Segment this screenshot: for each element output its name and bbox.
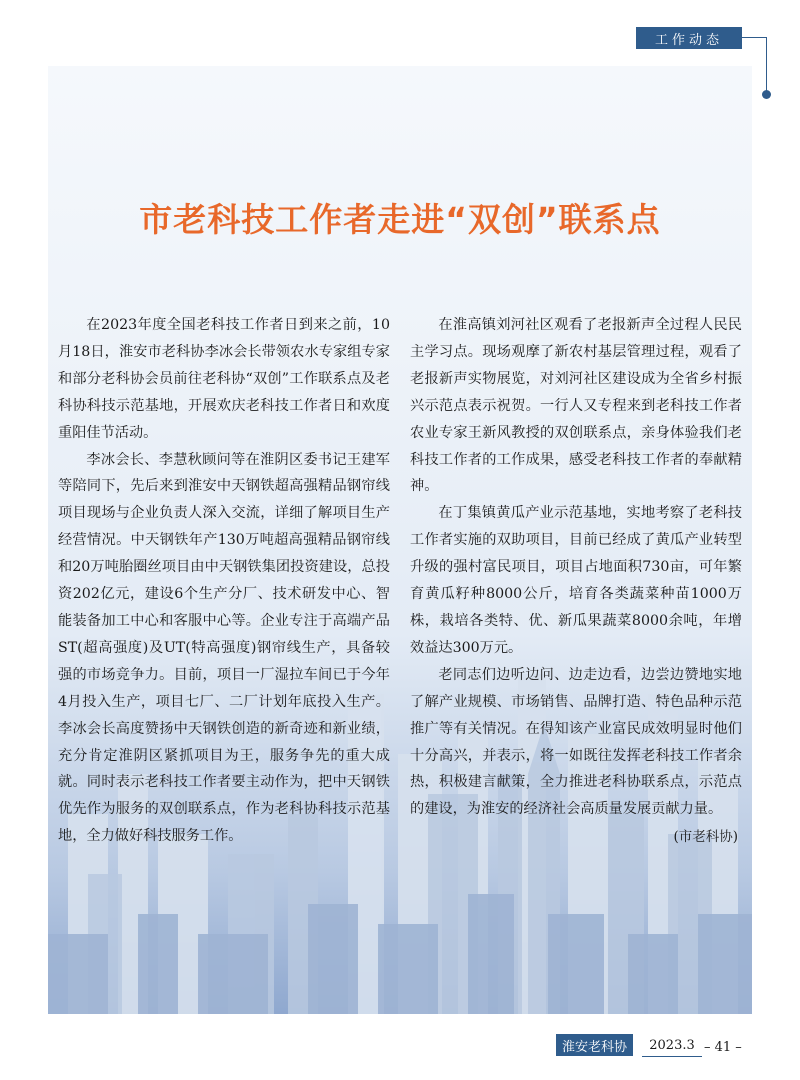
article-title: 市老科技工作者走进“双创”联系点 (139, 200, 661, 239)
article-signature: (市老科协) (673, 829, 738, 846)
section-tag-connector-vertical (766, 37, 767, 93)
section-tag-connector (742, 37, 766, 38)
article-column-right (410, 312, 742, 851)
section-tag-dot (762, 90, 771, 99)
paragraph: 李冰会长、李慧秋顾问等在淮阴区委书记王建军等陪同下，先后来到淮安中天钢铁超高强精品钢帘线项目现场与企业负责人深入交流，详细了解项目生产经营情况。中天钢铁年产130万吨超高强精品钢帘线和20万吨胎圈丝项目由中天钢铁集团投资建设，总投资202亿元，建设6个生产分厂、技术研发中心、智能装备加工中心和客服中心等。企业专注于高端产品ST(超高强度)及UT(特高强度)钢帘线生产，具备较强的市场竞争力。目前，项目一厂湿拉车间已于今年4月投入生产，项目七厂、二厂计划年底投入生产。李冰会长高度赞扬中天钢铁创造的新奇迹和新业绩，充分肯定淮阴区紧抓项目为王，服务争先的重大成就。同时表示老科技工作者要主动作为，把中天钢铁优先作为服务的双创联系点，作为老科协科技示范基地，全力做好科技服务工作。 (58, 451, 390, 845)
page-number: – 41 – (704, 1040, 742, 1055)
paragraph: 在2023年度全国老科技工作者日到来之前，10月18日，淮安市老科协李冰会长带领农水专家组专家和部分老科协会员前往老科协“双创”工作联系点及老科协科技示范基地，开展欢庆老科技工作者日和欢度重阳佳节活动。 (58, 317, 390, 441)
paragraph: 在淮高镇刘河社区观看了老报新声全过程人民民主学习点。现场观摩了新农村基层管理过程，观看了老报新声实物展览，对刘河社区建设成为全省乡村振兴示范点表示祝贺。一行人又专程来到老科技工作者农业专家王新风教授的双创联系点，亲身体验我们老科技工作者的工作成果，感受老科技工作者的奉献精神。 (410, 317, 742, 495)
section-tag: 工作动态 (636, 27, 742, 49)
paragraph: 在丁集镇黄瓜产业示范基地，实地考察了老科技工作者实施的双助项目，目前已经成了黄瓜产业转型升级的强村富民项目，项目占地面积730亩，可年繁育黄瓜籽种8000公斤，培育各类蔬菜种苗1000万株，栽培各类特、优、新瓜果蔬菜8000余吨，年增效益达300万元。 (410, 505, 742, 656)
paragraph: 老同志们边听边问、边走边看，边尝边赞地实地了解产业规模、市场销售、品牌打造、特色品种示范推广等有关情况。在得知该产业富民成效明显时他们十分高兴，并表示，将一如既往发挥老科技工作者余热，积极建言献策，全力推进老科协联系点，示范点的建设，为淮安的经济社会高质量发展贡献力量。 (410, 666, 742, 818)
article-column-left (58, 312, 390, 850)
footer-issue: 2023.3 (642, 1034, 702, 1057)
footer-magazine-name: 淮安老科协 (556, 1034, 633, 1056)
